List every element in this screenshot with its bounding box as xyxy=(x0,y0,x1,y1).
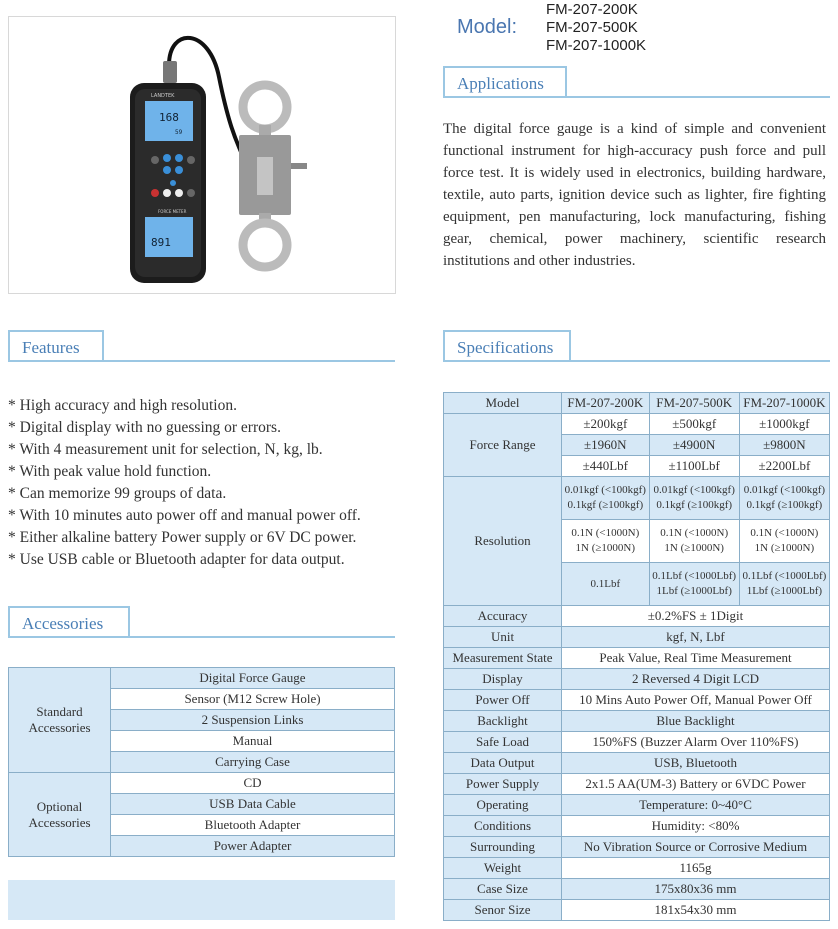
table-row xyxy=(444,477,830,520)
spec-value: Peak Value, Real Time Measurement xyxy=(562,648,830,669)
accessories-title: Accessories xyxy=(8,606,130,636)
feature-item: * Digital display with no guessing or errors. xyxy=(8,419,281,436)
table-row xyxy=(9,668,395,689)
force-gauge-illustration xyxy=(9,17,395,293)
spec-label: Data Output xyxy=(444,753,562,774)
applications-text: The digital force gauge is a kind of simple and convenient functional instrument for high-accuracy push force and pull force test. It is widely used in electronics, building hardware, textile, auto parts, ignition device such as lighter, fire fighting equipment, pen manufacturing, lock manufacturing, fishing gear, chemical, power machinery, scientific research institutions and other industries. xyxy=(443,121,826,269)
applications-title: Applications xyxy=(443,66,567,96)
spec-cell: ±1000kgf xyxy=(739,414,829,435)
standard-item: 2 Suspension Links xyxy=(111,710,395,731)
table-row xyxy=(444,774,830,795)
table-row xyxy=(444,753,830,774)
table-row xyxy=(444,795,830,816)
spec-label: Backlight xyxy=(444,711,562,732)
spec-value: ±0.2%FS ± 1Digit xyxy=(562,606,830,627)
reading-top: 168 xyxy=(159,111,179,124)
standard-accessories-label: Standard Accessories xyxy=(9,668,111,773)
spec-cell: ±9800N xyxy=(739,435,829,456)
table-row xyxy=(444,648,830,669)
spec-header-cell: FM-207-1000K xyxy=(739,393,829,414)
table-row xyxy=(444,816,830,837)
reading-bottom: 891 xyxy=(151,236,171,249)
standard-item: Digital Force Gauge xyxy=(111,668,395,689)
spec-label: Display xyxy=(444,669,562,690)
spec-label: Case Size xyxy=(444,879,562,900)
footer-bar xyxy=(8,880,395,920)
force-range-label: Force Range xyxy=(444,414,562,477)
spec-value: kgf, N, Lbf xyxy=(562,627,830,648)
specifications-title: Specifications xyxy=(443,330,571,360)
table-row xyxy=(9,773,395,794)
model-item: FM-207-200K xyxy=(546,1,638,18)
spec-value: 181x54x30 mm xyxy=(562,900,830,921)
spec-value: 2x1.5 AA(UM-3) Battery or 6VDC Power xyxy=(562,774,830,795)
optional-item: CD xyxy=(111,773,395,794)
spec-value: 1165g xyxy=(562,858,830,879)
feature-item: * Either alkaline battery Power supply or 6V DC power. xyxy=(8,529,357,546)
accessories-heading xyxy=(8,606,395,640)
spec-cell: 0.1N (<1000N) 1N (≥1000N) xyxy=(649,520,739,563)
spec-cell: ±500kgf xyxy=(649,414,739,435)
accessories-table xyxy=(8,667,395,857)
brand-label: LANDTEK xyxy=(151,93,175,99)
standard-item: Manual xyxy=(111,731,395,752)
standard-item: Carrying Case xyxy=(111,752,395,773)
feature-item: * Can memorize 99 groups of data. xyxy=(8,485,227,502)
spec-cell: ±200kgf xyxy=(562,414,650,435)
spec-value: No Vibration Source or Corrosive Medium xyxy=(562,837,830,858)
spec-value: 150%FS (Buzzer Alarm Over 110%FS) xyxy=(562,732,830,753)
optional-item: USB Data Cable xyxy=(111,794,395,815)
optional-accessories-label: Optional Accessories xyxy=(9,773,111,857)
spec-header-cell: FM-207-500K xyxy=(649,393,739,414)
spec-value: USB, Bluetooth xyxy=(562,753,830,774)
spec-value: 10 Mins Auto Power Off, Manual Power Off xyxy=(562,690,830,711)
spec-label: Power Off xyxy=(444,690,562,711)
table-row xyxy=(444,858,830,879)
model-item: FM-207-1000K xyxy=(546,37,647,54)
spec-cell: ±1100Lbf xyxy=(649,456,739,477)
spec-cell: ±4900N xyxy=(649,435,739,456)
feature-item: * With peak value hold function. xyxy=(8,463,212,480)
model-item: FM-207-500K xyxy=(546,19,638,36)
spec-label: Surrounding xyxy=(444,837,562,858)
table-row xyxy=(444,669,830,690)
spec-cell: 0.01kgf (<100kgf) 0.1kgf (≥100kgf) xyxy=(649,477,739,520)
spec-value: 2 Reversed 4 Digit LCD xyxy=(562,669,830,690)
feature-item: * High accuracy and high resolution. xyxy=(8,397,237,414)
spec-value: Blue Backlight xyxy=(562,711,830,732)
features-heading xyxy=(8,330,395,364)
optional-item: Power Adapter xyxy=(111,836,395,857)
features-list xyxy=(8,395,361,571)
table-row xyxy=(444,606,830,627)
table-row xyxy=(444,393,830,414)
feature-item: * With 10 minutes auto power off and manual power off. xyxy=(8,507,361,524)
panel-text: FORCE METER xyxy=(158,209,187,214)
spec-cell: 0.01kgf (<100kgf) 0.1kgf (≥100kgf) xyxy=(562,477,650,520)
spec-header-cell: Model xyxy=(444,393,562,414)
spec-label: Accuracy xyxy=(444,606,562,627)
table-row xyxy=(444,900,830,921)
spec-value: 175x80x36 mm xyxy=(562,879,830,900)
spec-cell: ±2200Lbf xyxy=(739,456,829,477)
feature-item: * With 4 measurement unit for selection, N, kg, lb. xyxy=(8,441,323,458)
spec-cell: 0.1Lbf (<1000Lbf) 1Lbf (≥1000Lbf) xyxy=(649,563,739,606)
spec-label: Conditions xyxy=(444,816,562,837)
spec-label: Weight xyxy=(444,858,562,879)
spec-label: Power Supply xyxy=(444,774,562,795)
table-row xyxy=(444,690,830,711)
standard-item: Sensor (M12 Screw Hole) xyxy=(111,689,395,710)
specifications-heading xyxy=(443,330,830,364)
spec-label: Senor Size xyxy=(444,900,562,921)
table-row xyxy=(444,732,830,753)
product-image xyxy=(8,16,396,294)
feature-item: * Use USB cable or Bluetooth adapter for data output. xyxy=(8,551,345,568)
table-row xyxy=(444,414,830,435)
resolution-label: Resolution xyxy=(444,477,562,606)
spec-label: Unit xyxy=(444,627,562,648)
features-title: Features xyxy=(8,330,104,360)
spec-cell: 0.1N (<1000N) 1N (≥1000N) xyxy=(562,520,650,563)
spec-cell: 0.1N (<1000N) 1N (≥1000N) xyxy=(739,520,829,563)
applications-heading xyxy=(443,66,830,100)
spec-value: Humidity: <80% xyxy=(562,816,830,837)
reading-small: 59 xyxy=(175,129,183,136)
table-row xyxy=(444,879,830,900)
table-row xyxy=(444,627,830,648)
optional-item: Bluetooth Adapter xyxy=(111,815,395,836)
model-label: Model: xyxy=(457,16,518,38)
model-list xyxy=(546,1,646,55)
spec-cell: 0.1Lbf (<1000Lbf) 1Lbf (≥1000Lbf) xyxy=(739,563,829,606)
spec-cell: 0.1Lbf xyxy=(562,563,650,606)
spec-cell: 0.01kgf (<100kgf) 0.1kgf (≥100kgf) xyxy=(739,477,829,520)
spec-label: Operating xyxy=(444,795,562,816)
table-row xyxy=(444,837,830,858)
spec-header-cell: FM-207-200K xyxy=(562,393,650,414)
table-row xyxy=(444,711,830,732)
spec-cell: ±440Lbf xyxy=(562,456,650,477)
spec-cell: ±1960N xyxy=(562,435,650,456)
specifications-table xyxy=(443,392,830,921)
spec-label: Measurement State xyxy=(444,648,562,669)
spec-label: Safe Load xyxy=(444,732,562,753)
spec-value: Temperature: 0~40°C xyxy=(562,795,830,816)
